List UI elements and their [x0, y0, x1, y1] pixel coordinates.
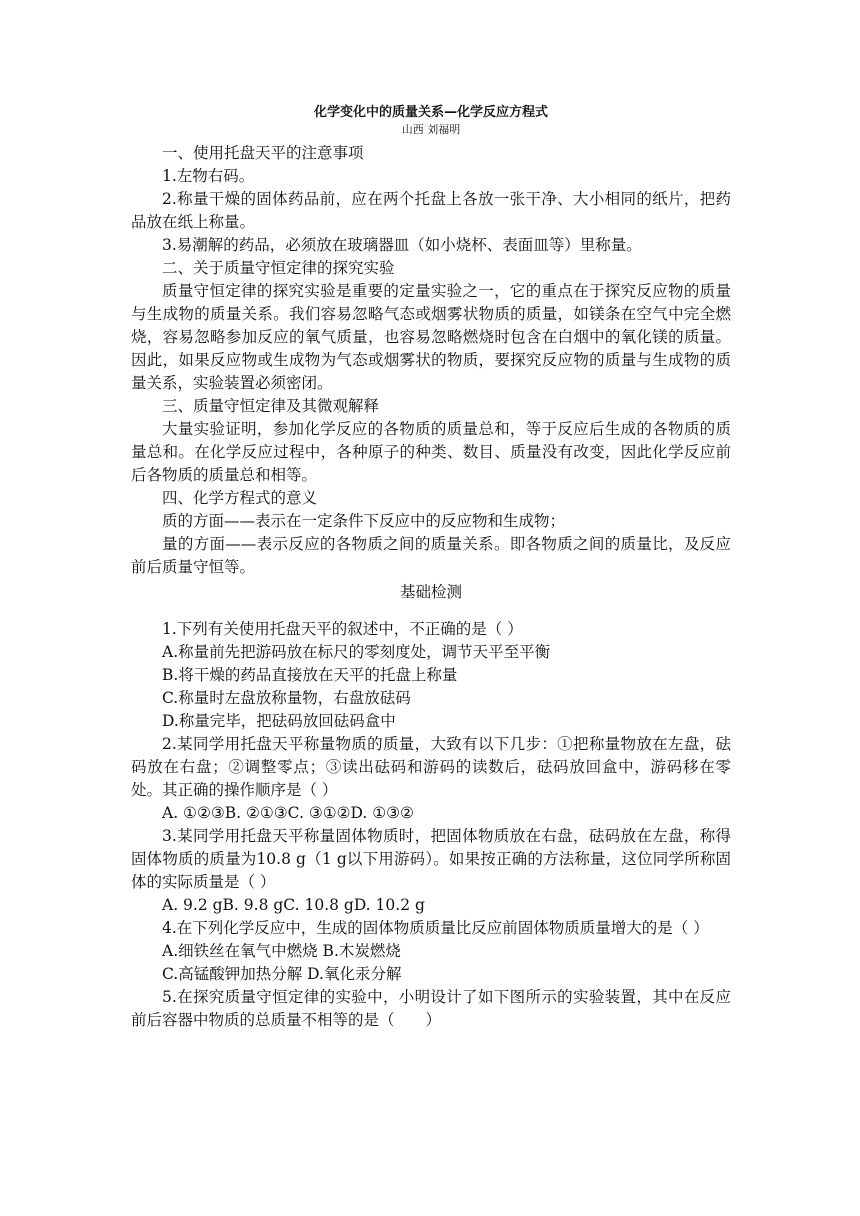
question-2-options: A. ①②③B. ②①③C. ③①②D. ①③② — [162, 804, 414, 822]
section-2-heading: 二、关于质量守恒定律的探究实验 — [162, 259, 395, 277]
question-5: 5.在探究质量守恒定律的实验中，小明设计了如下图所示的实验装置，其中在反应前后容器中物质的总质量不相等的是（ ） — [131, 988, 731, 1029]
section-1-paragraph-2: 2.称量干燥的固体药品前，应在两个托盘上各放一张干净、大小相同的纸片，把药品放在纸上称量。 — [131, 190, 731, 231]
document-author: 山西 刘福明 — [401, 123, 461, 136]
section-3-paragraph-1: 大量实验证明，参加化学反应的各物质的质量总和，等于反应后生成的各物质的质量总和。在化学反应过程中，各种原子的种类、数目、质量没有改变，因此化学反应前后各物质的质量总和相等。 — [131, 420, 731, 484]
question-3-options: A. 9.2 gB. 9.8 gC. 10.8 gD. 10.2 g — [162, 896, 425, 914]
section-4-paragraph-1: 质的方面——表示在一定条件下反应中的反应物和生成物； — [162, 512, 566, 530]
question-1-option-b: B.将干燥的药品直接放在天平的托盘上称量 — [162, 666, 458, 684]
question-4-options-ab: A.细铁丝在氧气中燃烧 B.木炭燃烧 — [162, 942, 401, 960]
question-1-option-c: C.称量时左盘放称量物，右盘放砝码 — [162, 689, 411, 707]
section-1-paragraph-1: 1.左物右码。 — [162, 167, 255, 185]
section-1-paragraph-3: 3.易潮解的药品，必须放在玻璃器皿（如小烧杯、表面皿等）里称量。 — [162, 236, 642, 254]
question-4-options-cd: C.高锰酸钾加热分解 D.氧化汞分解 — [162, 965, 402, 983]
question-3: 3.某同学用托盘天平称量固体物质时，把固体物质放在右盘，砝码放在左盘，称得固体物质的质量为10.8 g（1 g以下用游码）。如果按正确的方法称量，这位同学所称固体的实际质量是（ ） — [131, 827, 731, 891]
section-2-paragraph-1: 质量守恒定律的探究实验是重要的定量实验之一，它的重点在于探究反应物的质量与生成物的质量关系。我们容易忽略气态或烟雾状物质的质量，如镁条在空气中完全燃烧，容易忽略参加反应的氧气质量，也容易忽略燃烧时包含在白烟中的氧化镁的质量。因此，如果反应物或生成物为气态或烟雾状的物质，要探究反应物的质量与生成物的质量关系，实验装置必须密闭。 — [131, 282, 731, 392]
question-4: 4.在下列化学反应中，生成的固体物质质量比反应前固体物质质量增大的是（ ） — [162, 919, 709, 937]
document-page — [131, 104, 731, 1032]
test-section-heading: 基础检测 — [399, 583, 462, 601]
section-1-heading: 一、使用托盘天平的注意事项 — [162, 144, 364, 162]
question-1-option-d: D.称量完毕，把砝码放回砝码盒中 — [162, 712, 396, 730]
section-4-heading: 四、化学方程式的意义 — [162, 489, 318, 507]
section-4-paragraph-2: 量的方面——表示反应的各物质之间的质量关系。即各物质之间的质量比，及反应前后质量守恒等。 — [131, 535, 731, 576]
document-title: 化学变化中的质量关系—化学反应方程式 — [313, 105, 548, 120]
question-1: 1.下列有关使用托盘天平的叙述中，不正确的是（ ） — [162, 620, 523, 638]
section-3-heading: 三、质量守恒定律及其微观解释 — [162, 397, 380, 415]
question-1-option-a: A.称量前先把游码放在标尺的零刻度处，调节天平至平衡 — [162, 643, 551, 661]
question-2: 2.某同学用托盘天平称量物质的质量，大致有以下几步：①把称量物放在左盘，砝码放在右盘；②调整零点；③读出砝码和游码的读数后，砝码放回盒中，游码移在零处。其正确的操作顺序是（ ） — [131, 735, 731, 799]
